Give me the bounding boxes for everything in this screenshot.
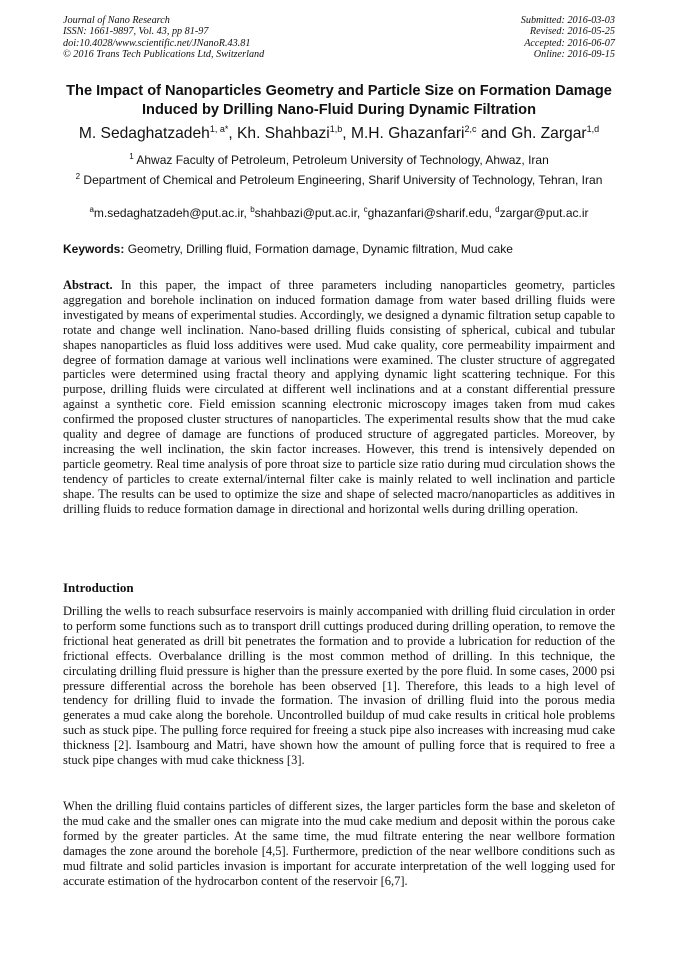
author-name: Kh. Shahbazi: [237, 125, 330, 142]
affiliation-number: 1: [129, 152, 134, 161]
keywords: [63, 242, 615, 256]
date-submitted: Submitted: 2016-03-03: [520, 15, 615, 26]
publication-dates: [521, 15, 615, 61]
email-superscript: d: [495, 205, 500, 214]
email-link[interactable]: zargar@put.ac.ir: [499, 206, 589, 220]
date-accepted: Accepted: 2016-06-07: [524, 37, 615, 49]
email-separator: ,: [488, 206, 496, 220]
author-superscript: 1, a*: [209, 124, 229, 134]
journal-copyright: © 2016 Trans Tech Publications Ltd, Switzerland: [63, 49, 265, 61]
author-separator: ,: [342, 125, 351, 142]
affiliation-text: Ahwaz Faculty of Petroleum, Petroleum University of Technology, Ahwaz, Iran: [136, 153, 549, 167]
body-paragraph: [63, 604, 615, 768]
author-emails: [30, 205, 648, 220]
email-link[interactable]: ghazanfari@sharif.edu: [367, 206, 489, 220]
email-superscript: b: [250, 205, 255, 214]
keywords-label: Keywords:: [63, 242, 125, 256]
author-superscript: 1,d: [586, 124, 600, 134]
abstract-label: Abstract.: [63, 278, 113, 292]
journal-issn: ISSN: 1661-9897, Vol. 43, pp 81-97: [63, 26, 209, 38]
paragraph-text: Drilling the wells to reach subsurface reservoirs is mainly accompanied with drilling fluid circulation in order to perform some functions such as to transport drill cuttings produced during drilling operation, to remove the frictional heat generated as drill bit penetrates the formation and to provide a lubrication for reduction of the frictional effects. Overbalance drilling is the most common method of drilling. In this technique, the circulating drilling fluid pressure is higher than the pressure exerted by the pore fluid. In some cases, 2000 psi pressure differential across the borehole has been observed [1]. Therefore, this leads to a high level of tendency for drilling fluid to invade the formation. The invasion of drilling fluid into the porous media generates a mud cake along the borehole. Uncontrolled buildup of mud cake results in critical hole problems such as stuck pipe. The pulling force required for freeing a stuck pipe also increases with increasing mud cake thickness [2]. Isambourg and Matri, have shown how the amount of pulling force that is required to free a stuck pipe changes with mud cake thickness [3].: [63, 604, 615, 768]
author-separator: ,: [228, 125, 237, 142]
author-list: [20, 124, 658, 143]
date-online: Online: 2016-09-15: [533, 49, 615, 61]
abstract: [63, 278, 615, 517]
email-superscript: a: [89, 205, 94, 214]
affiliation-text: Department of Chemical and Petroleum Engineering, Sharif University of Technology, Tehran, Iran: [83, 173, 603, 187]
email-link[interactable]: shahbazi@put.ac.ir: [254, 206, 357, 220]
date-revised: Revised: 2016-05-25: [529, 26, 615, 38]
affiliation-number: 2: [75, 172, 81, 181]
journal-name: Journal of Nano Research: [63, 15, 170, 26]
journal-doi: doi:10.4028/www.scientific.net/JNanoR.43.81: [63, 37, 251, 49]
author-superscript: 1,b: [329, 124, 343, 134]
keywords-text: Geometry, Drilling fluid, Formation damage, Dynamic filtration, Mud cake: [124, 242, 513, 256]
author-name: M.H. Ghazanfari: [350, 125, 465, 142]
body-paragraph: [63, 799, 615, 888]
author-separator: and: [476, 125, 512, 142]
section-heading-introduction: Introduction: [63, 580, 134, 595]
author-name: Gh. Zargar: [511, 125, 587, 142]
email-link[interactable]: m.sedaghatzadeh@put.ac.ir: [93, 206, 244, 220]
abstract-text: In this paper, the impact of three parameters including nanoparticles geometry, particles aggregation and borehole inclination on induced formation damage from water based drilling fluids were investigated by means of experimental studies. Accordingly, we designed a dynamic filtration setup capable to rotate and change well inclination. Nano-based drilling fluids consisting of spherical, cubical and tubular shapes nanoparticles as fluid loss additives were used. Mud cake quality, core permeability impairment and degree of formation damage at various well inclinations were examined. The cluster structure of aggregated particles were determined using fractal theory and applying dynamic light scattering technique. For this purpose, drilling fluids were circulated at different well inclinations and at a constant differential pressure against a synthetic core. Field emission scanning electronic microscopy images taken from mud cakes confirmed the proposed cluster structures of nanoparticles. The experimental results show that the mud cake quality and degree of damage are functions of produced structure of aggregated particles. Moreover, by increasing the well inclination, the skin factor increases. However, this trend is intensively depended on particle geometry. Real time analysis of pore throat size to particle size ratio during mud circulation shows the tendency of particles to create external/internal filter cake is mainly related to well inclination and particle shape. The results can be used to optimize the size and shape of selected macro/nanoparticles as additives in drilling fluids to reduce formation damage in directional and horizontal wells during drilling operation.: [63, 278, 615, 516]
email-separator: ,: [356, 206, 364, 220]
email-superscript: c: [363, 205, 368, 214]
author-name: M. Sedaghatzadeh: [78, 125, 210, 142]
author-superscript: 2,c: [464, 124, 477, 134]
paragraph-text: When the drilling fluid contains particles of different sizes, the larger particles form the base and skeleton of the mud cake and the smaller ones can migrate into the mud cake medium and deposit within the porous cake formed by the greater particles. At the same time, the mud filtrate entering the near wellbore formation damages the zone around the borehole [4,5]. Furthermore, prediction of the near wellbore conditions such as mud filtrate and solid particles invasion is important for accurate interpretation of the well logging used for accurate estimation of the hydrocarbon content of the reservoir [6,7].: [63, 799, 615, 888]
email-separator: ,: [243, 206, 251, 220]
affiliation-1: [60, 148, 618, 169]
paper-title: The Impact of Nanoparticles Geometry and Particle Size on Formation Damage Induced by Drilling Nano-Fluid During Dynamic Filtration: [66, 83, 612, 118]
affiliation-2: [60, 168, 618, 189]
journal-header: [63, 15, 264, 61]
